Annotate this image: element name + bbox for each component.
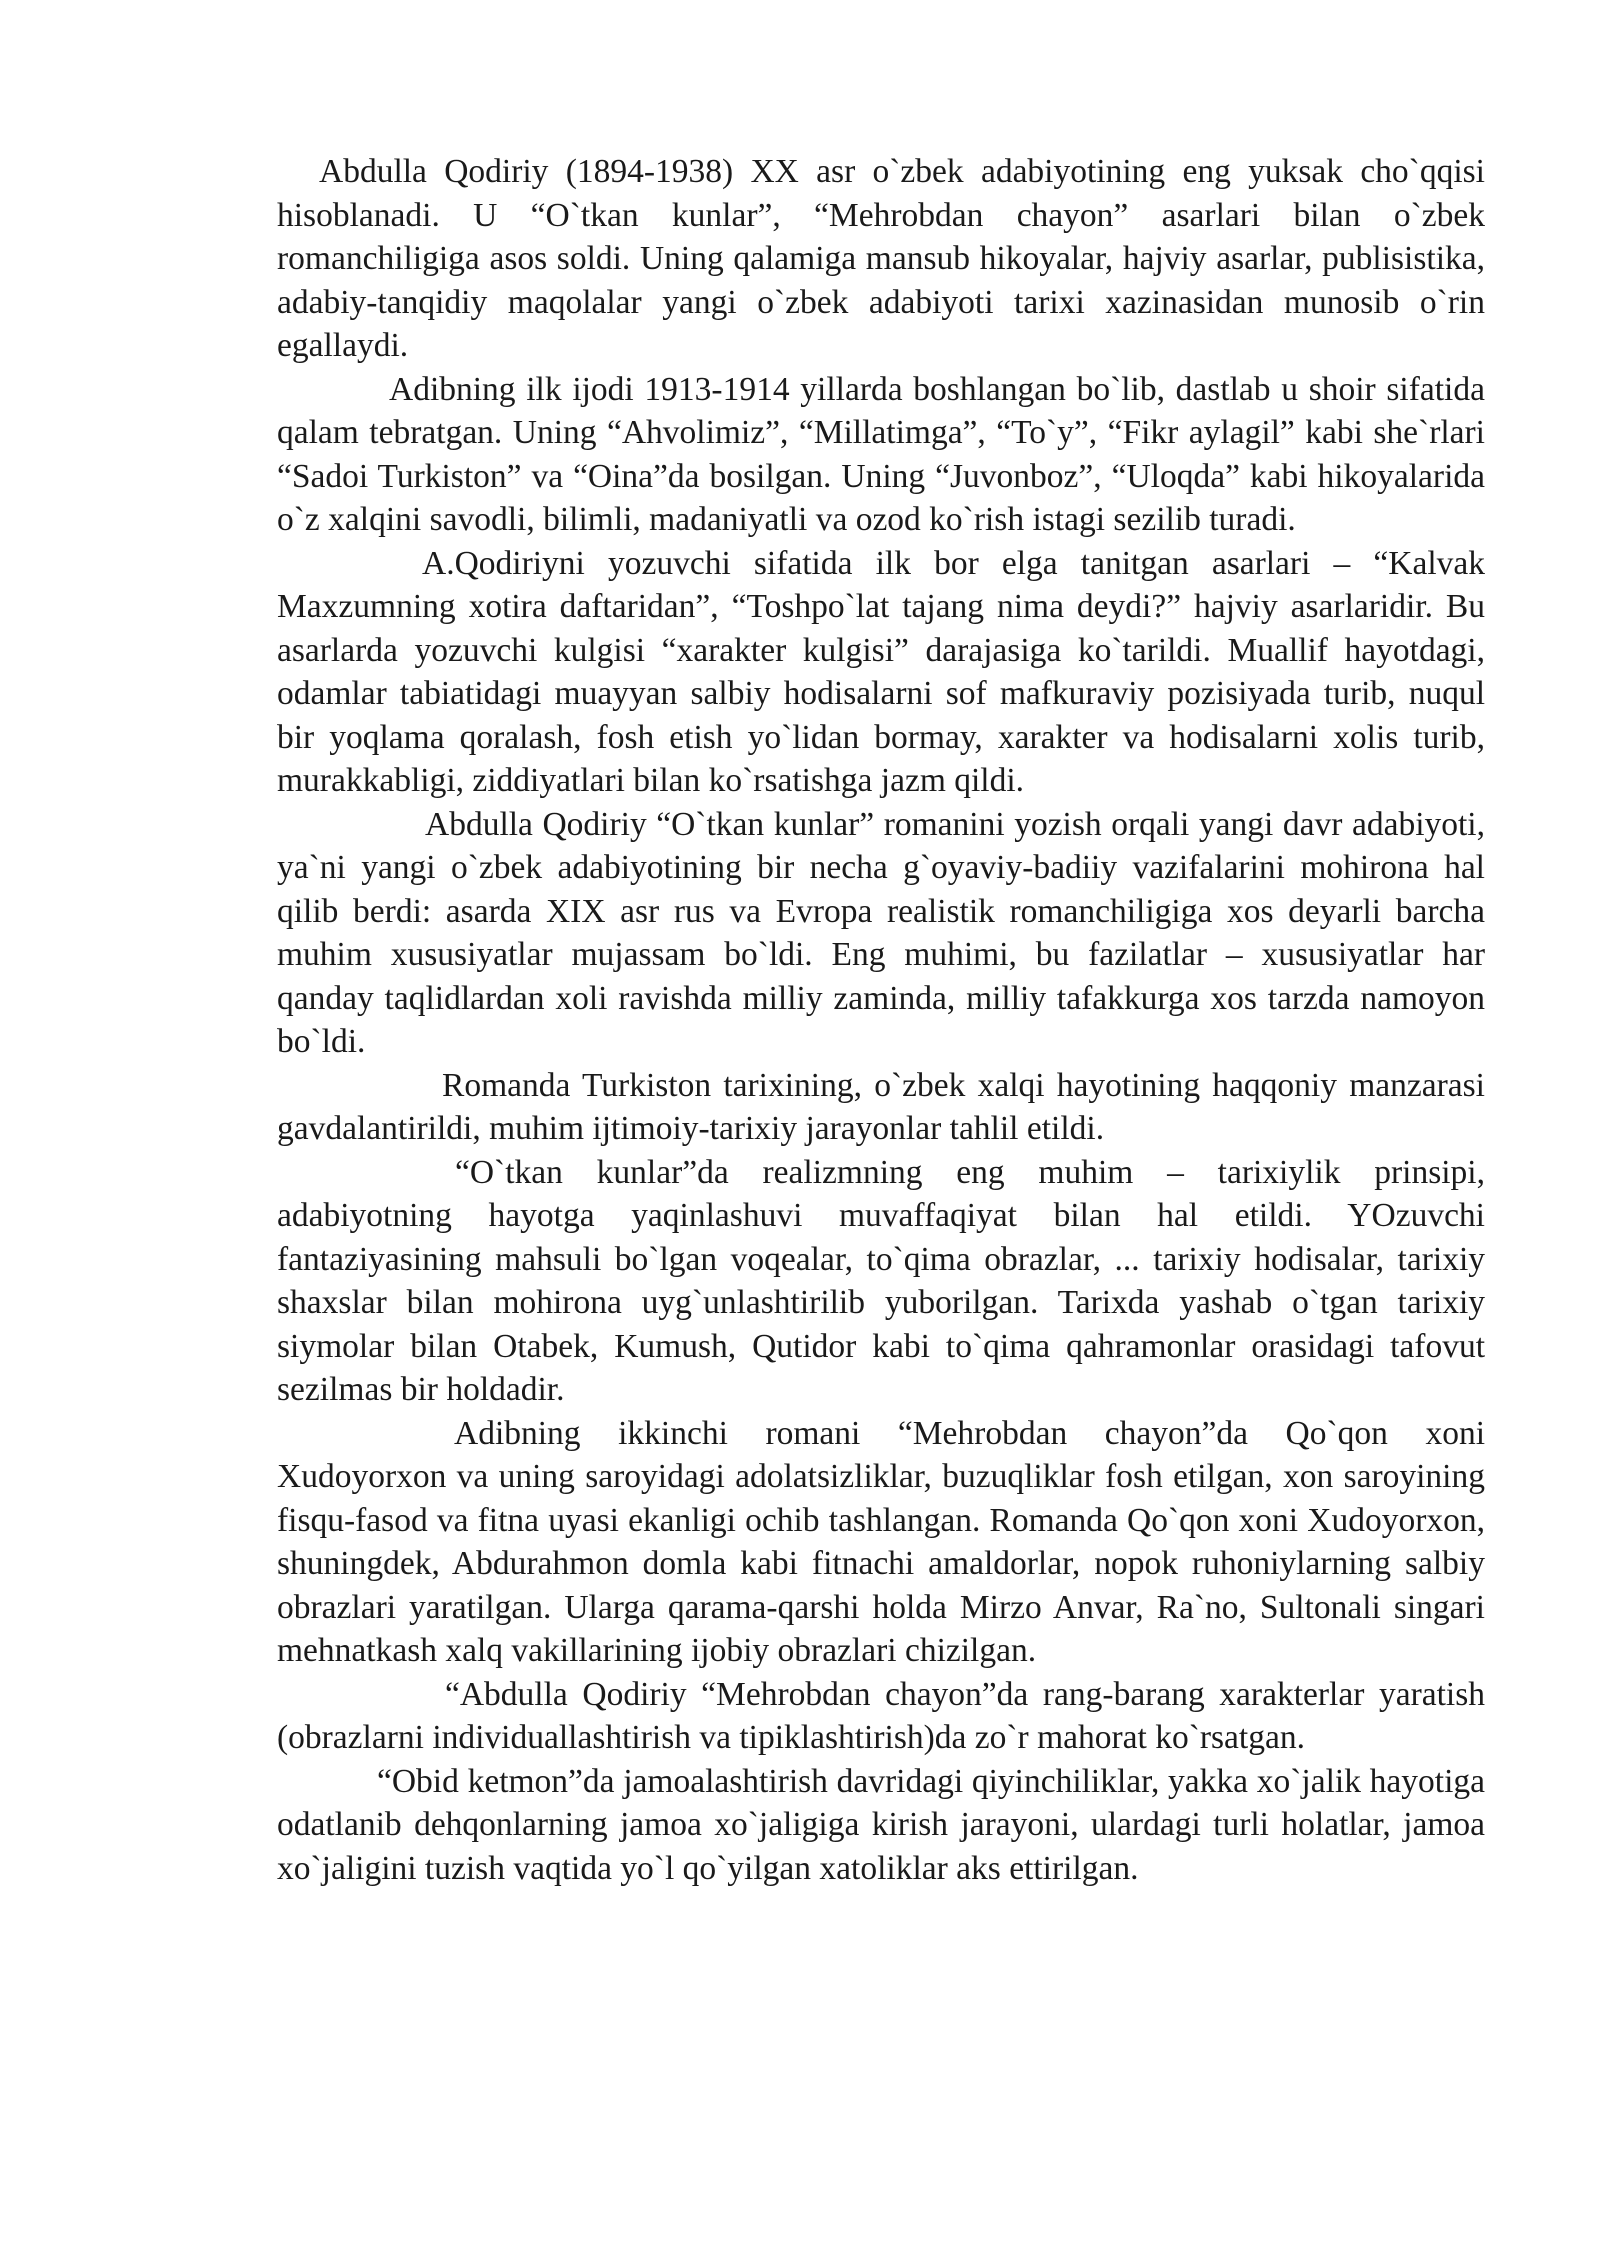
paragraph-otkan-kunlar-novel: Abdulla Qodiriy “O`tkan kunlar” romanini yozish orqali yangi davr adabiyoti, ya`ni yangi o`zbek adabiyotining bir necha g`oyaviy-badiiy vazifalarini mohirona hal qilib berdi: asarda XIX asr rus va Evropa realistik romanchiligiga xos deyarli barcha muhim xususiyatlar mujassam bo`ldi. Eng muhimi, bu fazilatlar – xususiyatlar har qanday taqlidlardan xoli ravishda milliy zaminda, milliy tafakkurga xos tarzda namoyon bo`ldi.	[277, 805, 1485, 1060]
document-page	[277, 150, 1485, 1890]
paragraph-satirical-works: A.Qodiriyni yozuvchi sifatida ilk bor elga tanitgan asarlari – “Kalvak Maxzumning xotira daftaridan”, “Toshpo`lat tajang nima deydi?” hajviy asarlaridir. Bu asarlarda yozuvchi kulgisi “xarakter kulgisi” darajasiga ko`tarildi. Muallif hayotdagi, odamlar tabiatidagi muayyan salbiy hodisalarni sof mafkuraviy pozisiyada turib, nuqul bir yoqlama qoralash, fosh etish yo`lidan bormay, xarakter va hodisalarni xolis turib, murakkabligi, ziddiyatlari bilan ko`rsatishga jazm qildi.	[277, 544, 1485, 799]
paragraph-qodiriy-intro: Abdulla Qodiriy (1894-1938) XX asr o`zbek adabiyotining eng yuksak cho`qqisi hisoblanadi. U “O`tkan kunlar”, “Mehrobdan chayon” asarlari bilan o`zbek romanchiligiga asos soldi. Uning qalamiga mansub hikoyalar, hajviy asarlar, publisistika, adabiy-tanqidiy maqolalar yangi o`zbek adabiyoti tarixi xazinasidan munosib o`rin egallaydi.	[277, 153, 1485, 364]
paragraph-early-work: Adibning ilk ijodi 1913-1914 yillarda boshlangan bo`lib, dastlab u shoir sifatida qalam tebratgan. Uning “Ahvolimiz”, “Millatimga”, “To`y”, “Fikr aylagil” kabi she`rlari “Sadoi Turkiston” va “Oina”da bosilgan. Uning “Juvonboz”, “Uloqda” kabi hikoyalarida o`z xalqini savodli, bilimli, madaniyatli va ozod ko`rish istagi sezilib turadi.	[277, 370, 1485, 538]
paragraph-turkiston-history: Romanda Turkiston tarixining, o`zbek xalqi hayotining haqqoniy manzarasi gavdalantirildi, muhim ijtimoiy-tarixiy jarayonlar tahlil etildi.	[277, 1066, 1485, 1147]
paragraph-mehrobdan-chayon: Adibning ikkinchi romani “Mehrobdan chayon”da Qo`qon xoni Xudoyorxon va uning saroyidagi adolatsizliklar, buzuqliklar fosh etilgan, xon saroyining fisqu-fasod va fitna uyasi ekanligi ochib tashlangan. Romanda Qo`qon xoni Xudoyorxon, shuningdek, Abdurahmon domla kabi fitnachi amaldorlar, nopok ruhoniylarning salbiy obrazlari yaratilgan. Ularga qarama-qarshi holda Mirzo Anvar, Ra`no, Sultonali singari mehnatkash xalq vakillarining ijobiy obrazlari chizilgan.	[277, 1414, 1485, 1669]
paragraph-characters: “Abdulla Qodiriy “Mehrobdan chayon”da rang-barang xarakterlar yaratish (obrazlarni individuallashtirish va tipiklashtirish)da zo`r mahorat ko`rsatgan.	[277, 1675, 1485, 1756]
paragraph-realism: “O`tkan kunlar”da realizmning eng muhim – tarixiylik prinsipi, adabiyotning hayotga yaqinlashuvi muvaffaqiyat bilan hal etildi. YOzuvchi fantaziyasining mahsuli bo`lgan voqealar, to`qima obrazlar, ... tarixiy hodisalar, tarixiy shaxslar bilan mohirona uyg`unlashtirilib yuborilgan. Tarixda yashab o`tgan tarixiy siymolar bilan Otabek, Kumush, Qutidor kabi to`qima qahramonlar orasidagi tafovut sezilmas bir holdadir.	[277, 1153, 1485, 1408]
paragraph-obid-ketmon: “Obid ketmon”da jamoalashtirish davridagi qiyinchiliklar, yakka xo`jalik hayotiga odatlanib dehqonlarning jamoa xo`jaligiga kirish jarayoni, ulardagi turli holatlar, jamoa xo`jaligini tuzish vaqtida yo`l qo`yilgan xatoliklar aks ettirilgan.	[277, 1762, 1485, 1887]
